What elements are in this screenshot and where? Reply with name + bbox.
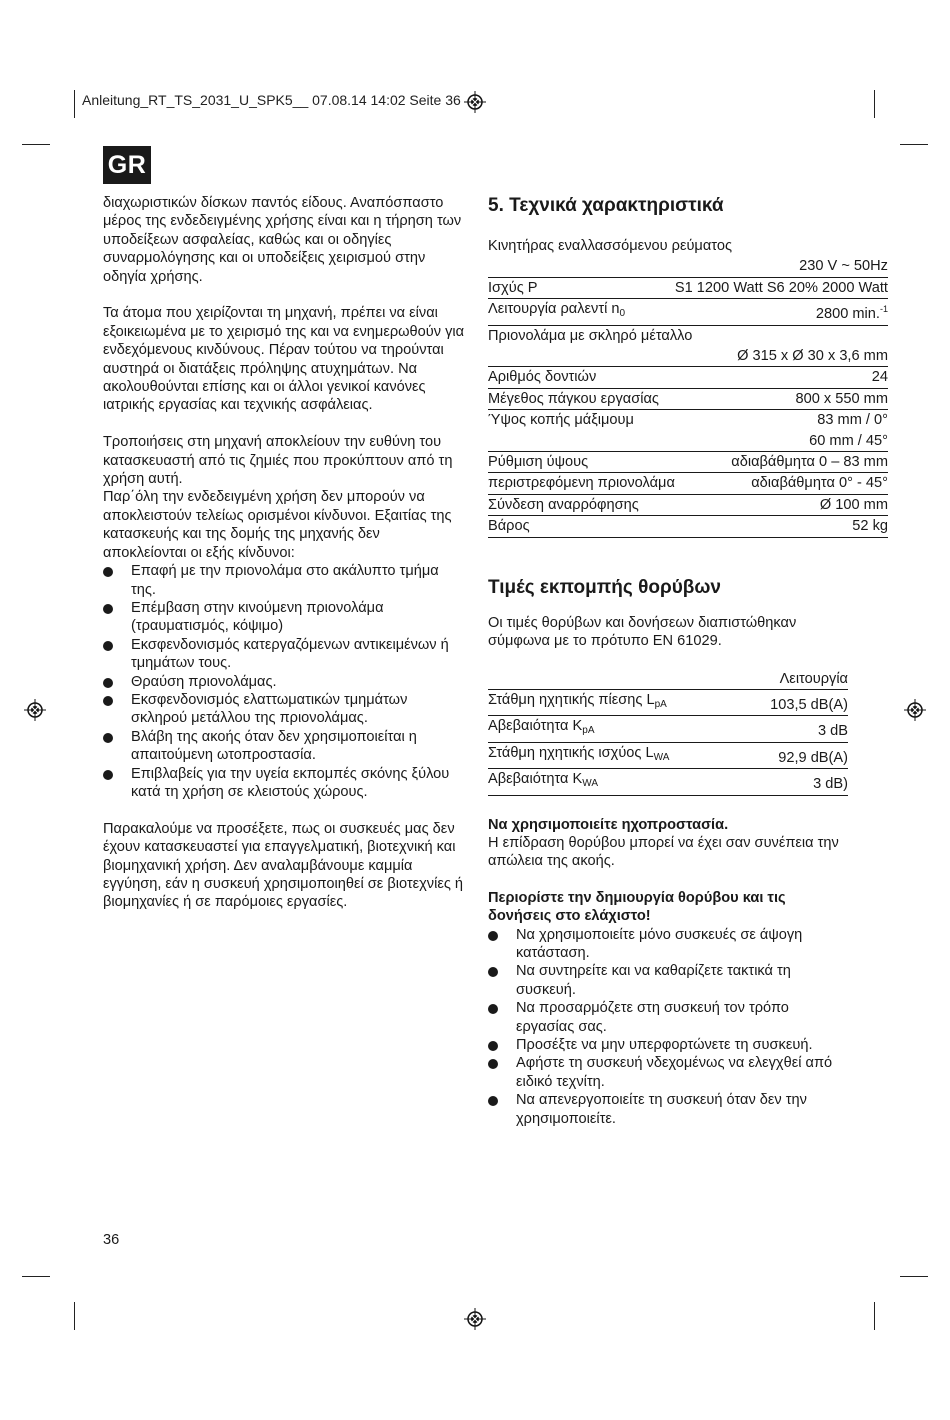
spec-label: περιστρεφόμενη πριονολάμα bbox=[488, 473, 675, 494]
list-item: Να προσαρμόζετε στη συσκευή τον τρόπο εργασίας σας. bbox=[488, 999, 848, 1036]
risk-list bbox=[103, 562, 465, 801]
list-item: Εκσφενδονισμός ελαττωματικών τμημάτων σκληρού μετάλλου της πριονολάμας. bbox=[103, 691, 465, 728]
bullet-icon bbox=[103, 567, 113, 577]
crop-mark bbox=[74, 90, 75, 118]
spec-label: Κινητήρας εναλλασσόμενου ρεύματος bbox=[488, 238, 732, 254]
crop-mark bbox=[874, 90, 875, 118]
noise-value: 3 dB) bbox=[740, 769, 848, 795]
table-row bbox=[488, 689, 848, 715]
bullet-icon bbox=[103, 770, 113, 780]
paragraph-intended-use: διαχωριστικών δίσκων παντός είδους. Αναπόσπαστο μέρος της ενδεδειγμένης χρήσης είναι και η τήρηση των υποδείξεων ασφαλείας, καθώς και οι οδηγίες συναρμολόγησης και οι υποδείξεις χειρισμού στην οδηγία χρήσης. bbox=[103, 195, 462, 285]
spec-value: αδιαβάθμητα 0 – 83 mm bbox=[675, 452, 888, 473]
list-item: Επαφή με την πριονολάμα στο ακάλυπτο τμήμα της. bbox=[103, 562, 465, 599]
spec-label: Ισχύς P bbox=[488, 277, 675, 298]
paragraph-warranty: Παρακαλούμε να προσέξετε, πως οι συσκευές μας δεν έχουν κατασκευαστεί για επαγγελματική, βιοτεχνική και βιομηχανική χρήση. Δεν αναλαμβάνουμε καμμία εγγύηση, εάν η συσκευή χρησιμοποιηθεί σε βιοτεχνίες ή βιομηχανίες ή σε παρόμοιες εργασίες. bbox=[103, 820, 464, 911]
list-item: Θραύση πριονολάμας. bbox=[103, 673, 465, 691]
language-badge: GR bbox=[103, 146, 151, 184]
table-row bbox=[488, 452, 888, 473]
spec-value: Ø 315 x Ø 30 x 3,6 mm bbox=[675, 346, 888, 367]
spec-value: 52 kg bbox=[675, 516, 888, 537]
table-row bbox=[488, 346, 888, 367]
list-item: Επέμβαση στην κινούμενη πριονολάμα (τραυματισμός, κόψιμο) bbox=[103, 599, 465, 636]
spec-label: Βάρος bbox=[488, 516, 675, 537]
spec-table bbox=[488, 236, 888, 538]
bullet-icon bbox=[103, 641, 113, 651]
noise-column-header: Λειτουργία bbox=[740, 669, 848, 690]
noise-value: 103,5 dB(A) bbox=[740, 689, 848, 715]
table-row bbox=[488, 742, 848, 768]
list-item: Βλάβη της ακοής όταν δεν χρησιμοποιείται η απαιτούμενη ωτοπροστασία. bbox=[103, 728, 465, 765]
spec-value: 83 mm / 0° bbox=[817, 412, 888, 429]
spec-value: 60 mm / 45° bbox=[675, 431, 888, 452]
noise-label: Αβεβαιότητα $K_{pA}$ bbox=[488, 716, 740, 742]
paragraph-residual-risks: Παρ΄όλη την ενδεδειγμένη χρήση δεν μπορούν να αποκλειστούν τελείως ορισμένοι κίνδυνοι. Εξαιτίας της κατασκευής και της δομής της μηχανής δεν αποκλείονται οι εξής κίνδυνοι: bbox=[103, 489, 452, 561]
noise-label: Στάθμη ηχητικής πίεσης $L_{pA}$ bbox=[488, 689, 740, 715]
spec-value: 2800 min.$^{-1}$ bbox=[675, 299, 888, 325]
hearing-protection-heading: Να χρησιμοποιείτε ηχοπροστασία. bbox=[488, 816, 729, 833]
table-row bbox=[488, 769, 848, 795]
page-number: 36 bbox=[103, 1232, 120, 1248]
table-row bbox=[488, 325, 888, 346]
list-item: Προσέξτε να μην υπερφορτώνετε τη συσκευή. bbox=[488, 1036, 848, 1054]
noise-value: 92,9 dB(A) bbox=[740, 742, 848, 768]
table-row bbox=[488, 277, 888, 298]
paragraph-modifications: Τροποιήσεις στη μηχανή αποκλείουν την ευθύνη του κατασκευαστή από τις ζημιές που προκύπτουν από τη χρήση αυτή. bbox=[103, 434, 453, 488]
section-heading-noise: Τιμές εκπομπής θορύβων bbox=[488, 576, 721, 598]
spec-value: Ø 100 mm bbox=[675, 494, 888, 515]
table-row bbox=[488, 410, 888, 431]
section-heading-tech: 5. Τεχνικά χαρακτηριστικά bbox=[488, 195, 724, 216]
hearing-protection-text: Η επίδραση θορύβου μπορεί να έχει σαν συνέπεια την απώλεια της ακοής. bbox=[488, 834, 839, 870]
spec-value: S1 1200 Watt S6 20% 2000 Watt bbox=[675, 277, 888, 298]
bullet-icon bbox=[488, 931, 498, 941]
table-row bbox=[488, 716, 848, 742]
crop-mark bbox=[900, 144, 928, 145]
spec-label: Ρύθμιση ύψους bbox=[488, 452, 675, 473]
spec-label: Πριονολάμα με σκληρό μέταλλο bbox=[488, 327, 693, 344]
table-row bbox=[488, 516, 888, 537]
spec-label: Ύψος κοπής μάξιμουμ bbox=[488, 412, 634, 429]
registration-mark-icon bbox=[464, 91, 486, 113]
list-item: Να συντηρείτε και να καθαρίζετε τακτικά τη συσκευή. bbox=[488, 962, 848, 999]
spec-value: 230 V ~ 50Hz bbox=[675, 256, 888, 277]
spec-value: αδιαβάθμητα 0° - 45° bbox=[675, 473, 888, 494]
noise-tips-list bbox=[488, 926, 848, 1128]
registration-mark-icon bbox=[904, 699, 926, 721]
list-item: Αφήστε τη συσκευή νδεχομένως να ελεγχθεί από ειδικό τεχνίτη. bbox=[488, 1054, 848, 1091]
table-row bbox=[488, 494, 888, 515]
crop-mark bbox=[874, 1302, 875, 1330]
bullet-icon bbox=[103, 696, 113, 706]
bullet-icon bbox=[103, 678, 113, 688]
noise-label: Στάθμη ηχητικής ισχύος $L_{WA}$ bbox=[488, 742, 740, 768]
noise-intro: Οι τιμές θορύβων και δονήσεων διαπιστώθηκαν σύμφωνα με το πρότυπο EN 61029. bbox=[488, 614, 797, 650]
crop-mark bbox=[22, 1276, 50, 1277]
right-column bbox=[488, 194, 888, 1146]
noise-table bbox=[488, 669, 848, 796]
table-row bbox=[488, 388, 888, 409]
noise-value: 3 dB bbox=[740, 716, 848, 742]
bullet-icon bbox=[103, 604, 113, 614]
spec-label: Μέγεθος πάγκου εργασίας bbox=[488, 388, 675, 409]
left-column bbox=[103, 194, 465, 930]
bullet-icon bbox=[488, 1004, 498, 1014]
spec-label: Αριθμός δοντιών bbox=[488, 367, 675, 388]
list-item: Να απενεργοποιείτε τη συσκευή όταν δεν την χρησιμοποιείτε. bbox=[488, 1091, 848, 1128]
table-row bbox=[488, 299, 888, 325]
bullet-icon bbox=[488, 1041, 498, 1051]
spec-label: Λειτουργία ραλεντί $n_0$ bbox=[488, 299, 675, 325]
crop-mark bbox=[22, 144, 50, 145]
table-row bbox=[488, 431, 888, 452]
noise-label: Αβεβαιότητα $K_{WA}$ bbox=[488, 769, 740, 795]
table-row bbox=[488, 256, 888, 277]
spec-value: 800 x 550 mm bbox=[675, 388, 888, 409]
registration-mark-icon bbox=[24, 699, 46, 721]
bullet-icon bbox=[488, 1059, 498, 1069]
noise-limit-heading: Περιορίστε την δημιουργία θορύβου και τις δονήσεις στο ελάχιστο! bbox=[488, 889, 786, 925]
registration-mark-icon bbox=[464, 1308, 486, 1330]
print-header: Anleitung_RT_TS_2031_U_SPK5__ 07.08.14 14:02 Seite 36 bbox=[82, 92, 461, 108]
crop-mark bbox=[74, 1302, 75, 1330]
list-item: Επιβλαβείς για την υγεία εκπομπές σκόνης ξύλου κατά τη χρήση σε κλειστούς χώρους. bbox=[103, 765, 465, 802]
table-row bbox=[488, 473, 888, 494]
bullet-icon bbox=[488, 967, 498, 977]
spec-label: Σύνδεση αναρρόφησης bbox=[488, 494, 675, 515]
list-item: Να χρησιμοποιείτε μόνο συσκευές σε άψογη κατάσταση. bbox=[488, 926, 848, 963]
table-row bbox=[488, 669, 848, 690]
table-row bbox=[488, 236, 888, 256]
spec-value: 24 bbox=[675, 367, 888, 388]
bullet-icon bbox=[103, 733, 113, 743]
bullet-icon bbox=[488, 1096, 498, 1106]
list-item: Εκσφενδονισμός κατεργαζόμενων αντικειμένων ή τμημάτων τους. bbox=[103, 636, 465, 673]
table-row bbox=[488, 367, 888, 388]
crop-mark bbox=[900, 1276, 928, 1277]
paragraph-operators: Τα άτομα που χειρίζονται τη μηχανή, πρέπει να είναι εξοικειωμένα με το χειρισμό της και να ενημερωθούν για ενδεχόμενους κινδύνους. Πέραν τούτου να τηρούνται αυστηρά οι διατάξεις πρόληψης ατυχημάτων. Να ακολουθούνται επίσης και οι άλλοι γενικοί κανόνες ιατρικής εργασίας και τεχνικής ασφάλειας. bbox=[103, 305, 465, 414]
